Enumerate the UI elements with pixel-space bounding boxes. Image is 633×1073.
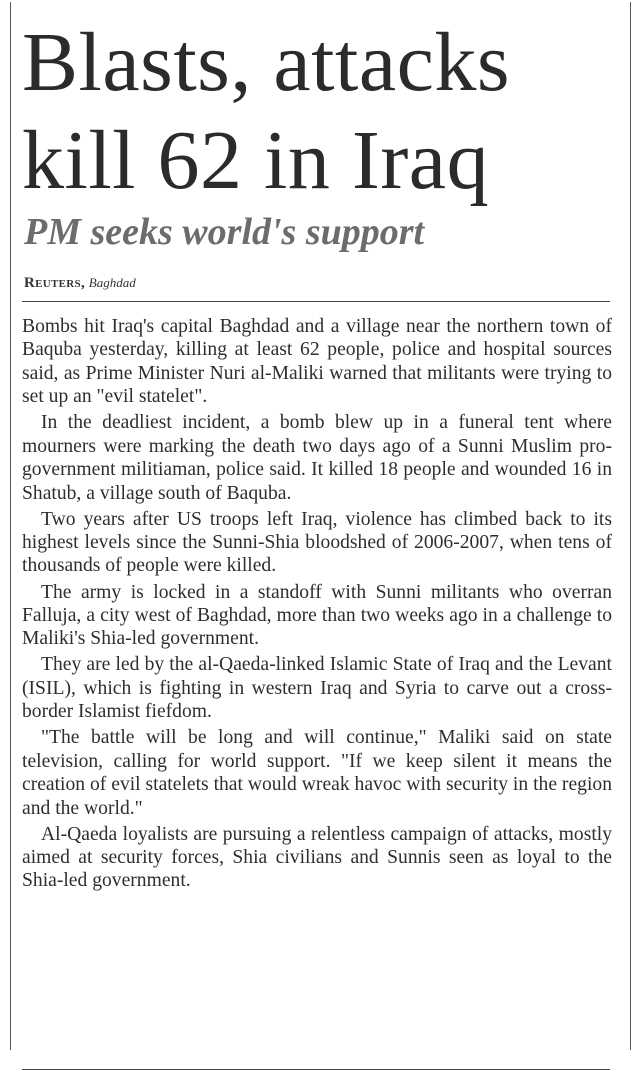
byline-agency: Reuters, <box>24 275 85 291</box>
left-column-rule <box>10 2 11 1050</box>
headline <box>22 14 622 210</box>
byline-divider <box>22 301 610 302</box>
paragraph: Al-Qaeda loyalists are pursuing a relentless campaign of attacks, mostly aimed at security forces, Shia civilians and Sunnis seen as loyal to the Shia-led government. <box>22 823 612 892</box>
right-column-rule <box>630 2 631 1050</box>
headline-line-1: Blasts, attacks <box>22 16 511 109</box>
article-body <box>22 315 612 896</box>
paragraph: In the deadliest incident, a bomb blew up in a funeral tent where mourners were marking the death two days ago of a Sunni Muslim pro-government militiaman, police said. It killed 18 people and wounded 16 in Shatub, a village south of Baquba. <box>22 412 612 504</box>
paragraph: Two years after US troops left Iraq, violence has climbed back to its highest levels since the Sunni-Shia bloodshed of 2006-2007, when tens of thousands of people were killed. <box>22 508 612 577</box>
paragraph: They are led by the al-Qaeda-linked Islamic State of Iraq and the Levant (ISIL), which is fighting in western Iraq and Syria to carve out a cross-border Islamist fiefdom. <box>22 654 612 723</box>
bottom-divider <box>22 1069 610 1070</box>
headline-line-2: kill 62 in Iraq <box>22 114 490 207</box>
paragraph: Bombs hit Iraq's capital Baghdad and a village near the northern town of Baquba yesterday, killing at least 62 people, police and hospital sources said, as Prime Minister Nuri al-Maliki warned that militants were trying to set up an "evil statelet". <box>22 316 612 408</box>
paragraph: "The battle will be long and will continue," Maliki said on state television, calling for world support. "If we keep silent it means the creation of evil statelets that would wreak havoc with security in the region and the world." <box>22 727 612 819</box>
paragraph: The army is locked in a standoff with Sunni militants who overran Falluja, a city west of Baghdad, more than two weeks ago in a challenge to Maliki's Shia-led government. <box>22 581 612 650</box>
byline-dateline: Baghdad <box>88 275 136 290</box>
byline <box>24 273 136 293</box>
subheadline: PM seeks world's support <box>24 211 425 253</box>
